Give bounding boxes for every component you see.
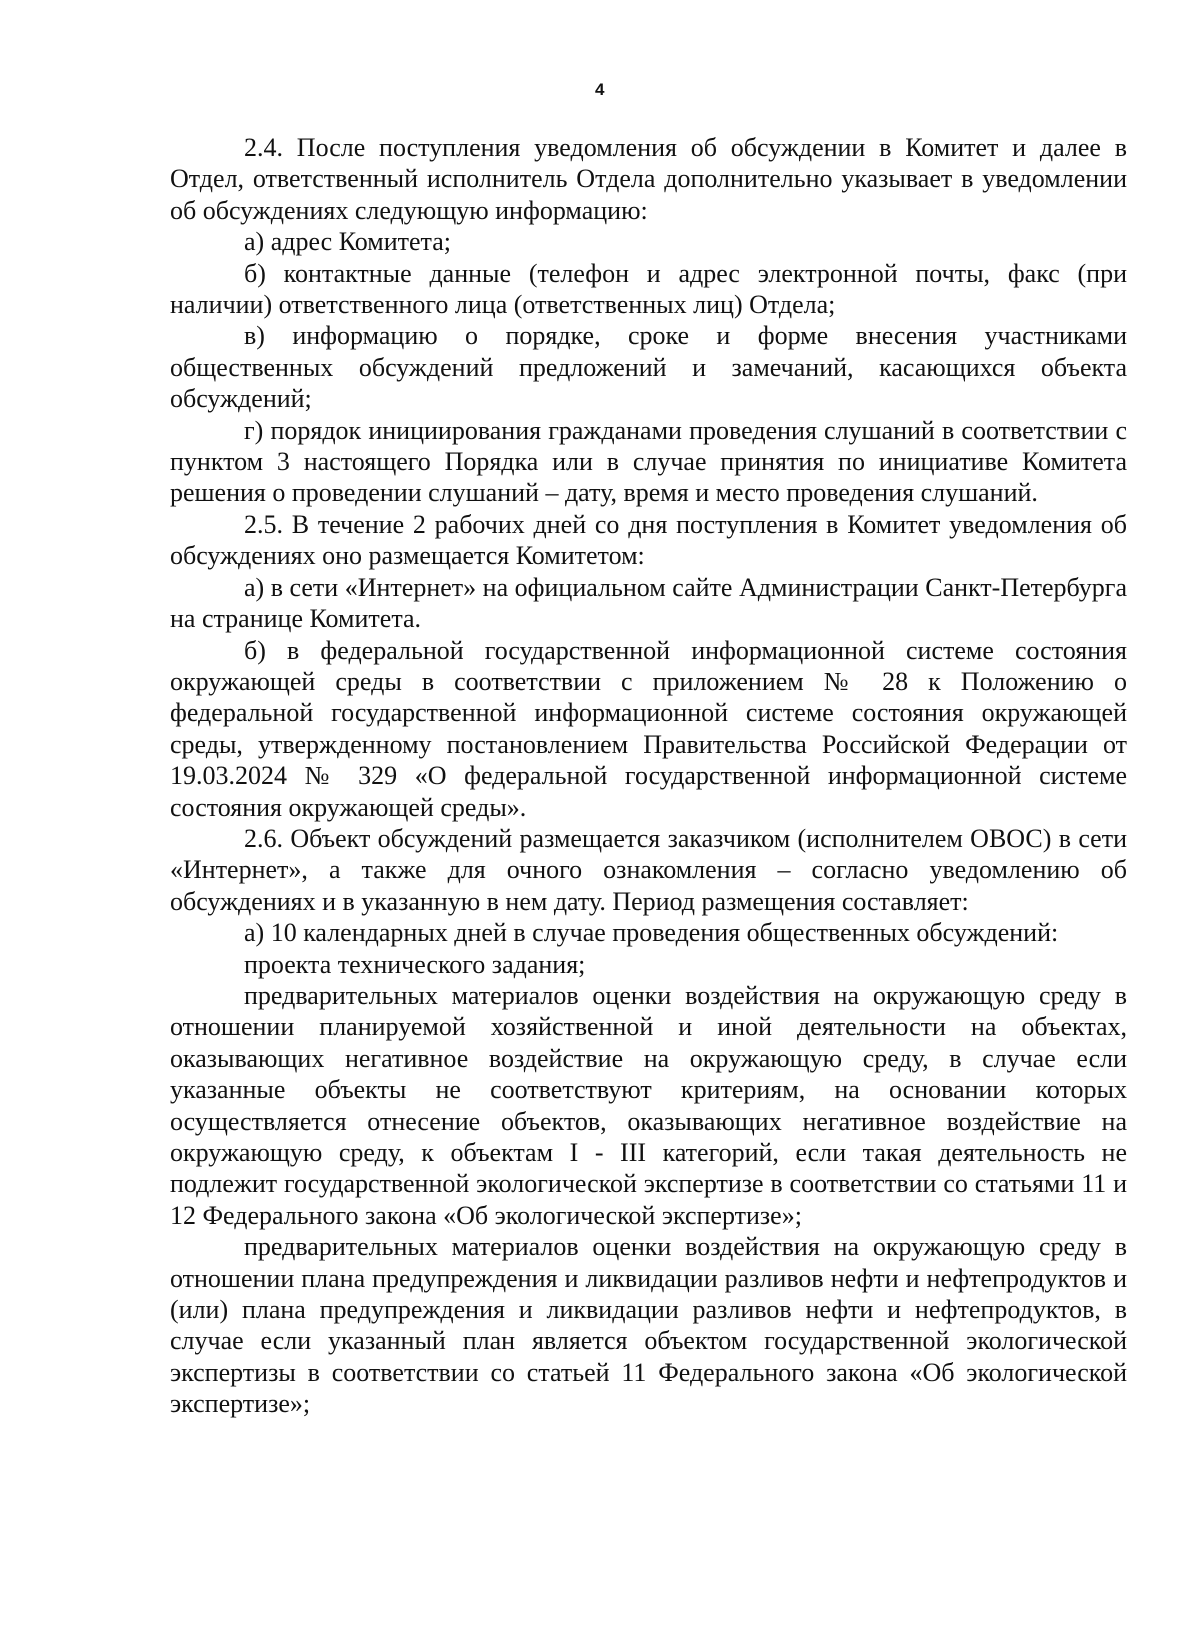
list-item-v-procedure: в) информацию о порядке, сроке и форме внесения участниками общественных обсуждений предложений и замечаний, касающихся объекта обсуждений;: [170, 321, 1127, 414]
list-item-b-federal-system: б) в федеральной государственной информационной системе состояния окружающей среды в соответствии с приложением № 28 к Положению о федеральной государственной информационной системе состояния окружающей среды, утвержденному постановлением Правительства Российской Федерации от 19.03.2024 № 329 «О федеральной государственной информационной системе состояния окружающей среды».: [170, 635, 1127, 822]
paragraph-2-5: 2.5. В течение 2 рабочих дней со дня поступления в Комитет уведомления об обсуждениях оно размещается Комитетом:: [170, 509, 1127, 571]
page-number: 4: [595, 80, 605, 99]
document-body: [170, 132, 1127, 1420]
item-preliminary-materials-oil-spill: предварительных материалов оценки воздействия на окружающую среду в отношении плана предупреждения и ликвидации разливов нефти и нефтепродуктов и (или) плана предупреждения и ликвидации разливов нефти и нефтепродуктов, в случае если указанный план является объектом государственной экологической экспертизы в соответствии со статьей 11 Федерального закона «Об экологической экспертизе»;: [170, 1232, 1127, 1419]
list-item-a-ten-days: а) 10 календарных дней в случае проведения общественных обсуждений:: [244, 918, 1059, 948]
list-item-b-contacts: б) контактные данные (телефон и адрес электронной почты, факс (при наличии) ответственного лица (ответственных лиц) Отдела;: [170, 258, 1127, 320]
item-preliminary-materials-activity: предварительных материалов оценки воздействия на окружающую среду в отношении планируемой хозяйственной и иной деятельности на объектах, оказывающих негативное воздействие на окружающую среду, в случае если указанные объекты не соответствуют критериям, на основании которых осуществляется отнесение объектов, оказывающих негативное воздействие на окружающую среду, к объектам I - III категорий, если такая деятельность не подлежит государственной экологической экспертизе в соответствии со статьями 11 и 12 Федерального закона «Об экологической экспертизе»;: [170, 980, 1127, 1230]
list-item-a-address: а) адрес Комитета;: [244, 227, 451, 257]
paragraph-2-4: 2.4. После поступления уведомления об обсуждении в Комитет и далее в Отдел, ответственный исполнитель Отдела дополнительно указывает в уведомлении об обсуждениях следующую информацию:: [170, 133, 1127, 225]
paragraph-2-6: 2.6. Объект обсуждений размещается заказчиком (исполнителем ОВОС) в сети «Интернет», а также для очного ознакомления – согласно уведомлению об обсуждениях и в указанную в нем дату. Период размещения составляет:: [170, 823, 1127, 916]
item-technical-task: проекта технического задания;: [244, 949, 586, 979]
list-item-a-internet: а) в сети «Интернет» на официальном сайте Администрации Санкт-Петербурга на странице Комитета.: [170, 572, 1127, 634]
list-item-g-hearings: г) порядок инициирования гражданами проведения слушаний в соответствии с пунктом 3 настоящего Порядка или в случае принятия по инициативе Комитета решения о проведении слушаний – дату, время и место проведения слушаний.: [170, 415, 1127, 508]
